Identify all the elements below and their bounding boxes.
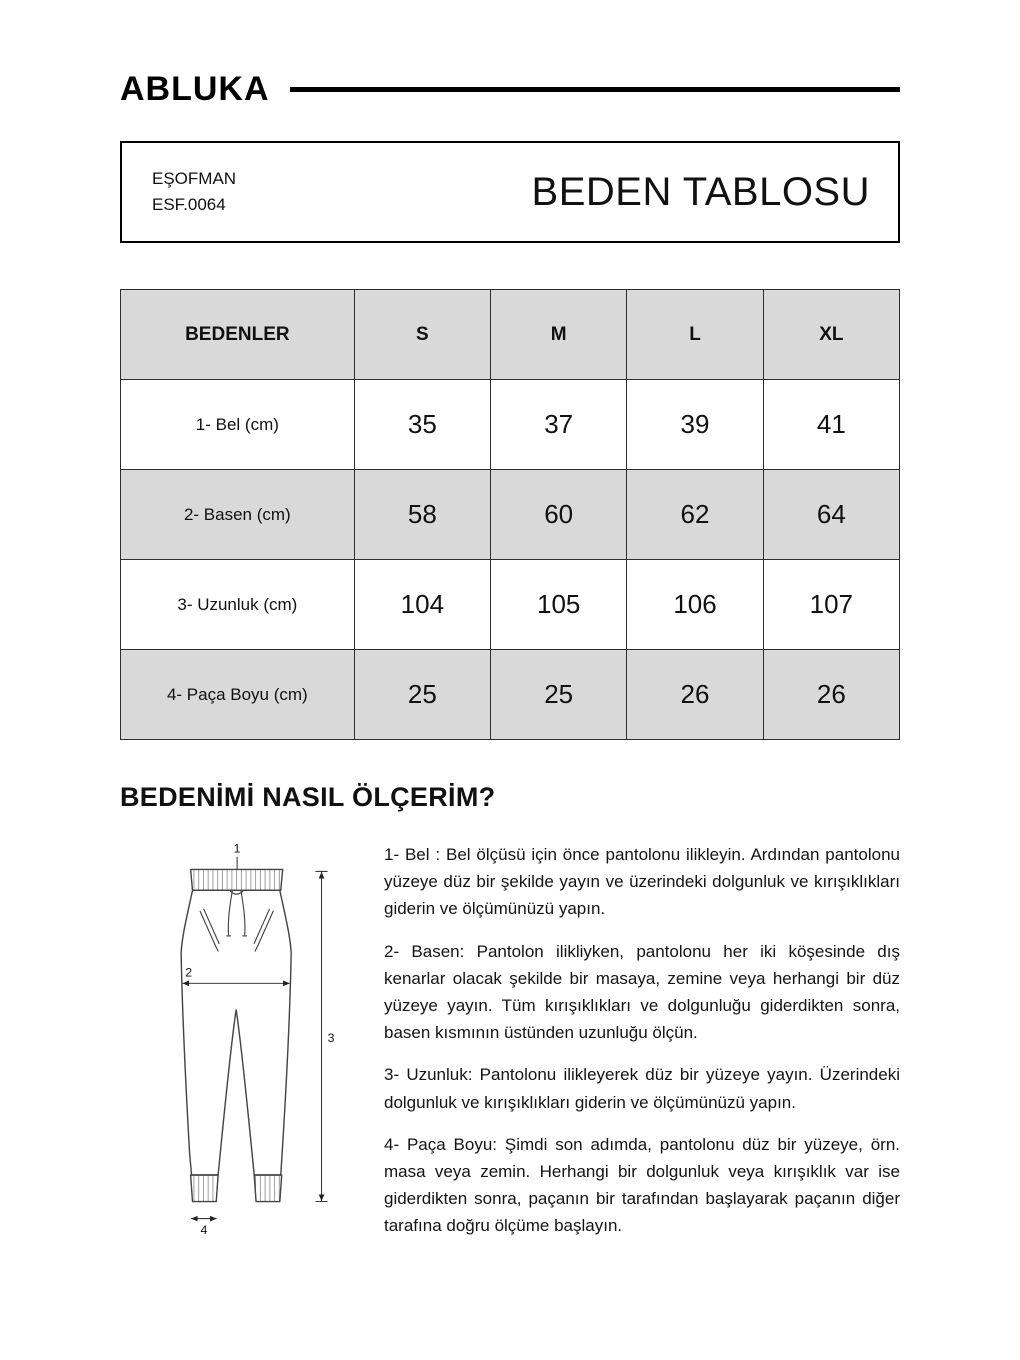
size-table: [120, 289, 900, 740]
figure-label-hip: 2: [185, 965, 193, 980]
product-info: [152, 166, 236, 219]
row-label-uzunluk: 3- Uzunluk (cm): [121, 560, 355, 650]
column-header-s: S: [354, 290, 490, 380]
table-row-bel: [121, 380, 900, 470]
cell-paca-m: 25: [491, 650, 627, 740]
pants-body: [181, 890, 291, 1175]
figure-label-hem: 4: [200, 1222, 208, 1237]
product-code: ESF.0064: [152, 195, 226, 214]
cell-basen-m: 60: [491, 470, 627, 560]
instruction-uzunluk: 3- Uzunluk: Pantolonu ilikleyerek düz bir yüzeye yayın. Üzerindeki dolgunluk ve kırışıklıkları giderin ve ölçümünüzü yapın.: [384, 1065, 900, 1112]
figure-label-length: 3: [327, 1031, 335, 1046]
waistband: [191, 869, 283, 890]
cuff-right: [254, 1175, 282, 1202]
table-row-paca: [121, 650, 900, 740]
cell-paca-s: 25: [354, 650, 490, 740]
cuff-left: [191, 1175, 219, 1202]
title-box: [120, 141, 900, 243]
cell-bel-m: 37: [491, 380, 627, 470]
cell-uzunluk-xl: 107: [763, 560, 899, 650]
figure-label-waist: 1: [233, 841, 241, 856]
cell-paca-xl: 26: [763, 650, 899, 740]
measure-section: [120, 841, 900, 1254]
column-header-m: M: [491, 290, 627, 380]
cell-bel-s: 35: [354, 380, 490, 470]
brand-logo: ABLUKA: [120, 70, 270, 108]
instruction-paca: 4- Paça Boyu: Şimdi son adımda, pantolonu düz bir yüzeye, örn. masa veya zemin. Herhangi bir dolgunluk veya kırışıklık var ise giderdikten sonra, paçanın bir tarafından başlayarak paçanın diğer tarafına doğru ölçüme başlayın.: [384, 1134, 900, 1236]
instruction-basen: 2- Basen: Pantolon ilikliyken, pantolonu her iki köşesinde dış kenarlar olacak şekilde bir masaya, zemine veya herhangi bir düz yüzeye yayın. Tüm kırışıklıkları ve dolgunluğu giderdikten sonra, basen kısmının üstünden uzunluğu ölçün.: [384, 941, 900, 1043]
measure-instructions: [384, 841, 900, 1254]
brand-header: [120, 70, 900, 109]
cell-bel-xl: 41: [763, 380, 899, 470]
cell-uzunluk-s: 104: [354, 560, 490, 650]
cell-basen-l: 62: [627, 470, 763, 560]
column-header-l: L: [627, 290, 763, 380]
table-row-uzunluk: [121, 560, 900, 650]
row-label-bel: 1- Bel (cm): [121, 380, 355, 470]
cell-uzunluk-l: 106: [627, 560, 763, 650]
pants-diagram-svg: [126, 841, 352, 1249]
cell-bel-l: 39: [627, 380, 763, 470]
row-label-basen: 2- Basen (cm): [121, 470, 355, 560]
column-header-bedenler: BEDENLER: [121, 290, 355, 380]
page-title: BEDEN TABLOSU: [531, 169, 870, 214]
cell-basen-xl: 64: [763, 470, 899, 560]
measure-section-title: BEDENİMİ NASIL ÖLÇERİM?: [120, 782, 496, 812]
product-name: EŞOFMAN: [152, 168, 237, 188]
table-row-basen: [121, 470, 900, 560]
row-label-paca: 4- Paça Boyu (cm): [121, 650, 355, 740]
size-table-header-row: [121, 290, 900, 380]
cell-paca-l: 26: [627, 650, 763, 740]
instruction-bel: 1- Bel : Bel ölçüsü için önce pantolonu ilikleyin. Ardından pantolonu yüzeye düz bir şekilde yayın ve üzerindeki dolgunluk ve kırışıklıkları giderin ve ölçümünüzü yapın.: [384, 845, 900, 919]
column-header-xl: XL: [763, 290, 899, 380]
pants-figure: [120, 841, 358, 1249]
cell-uzunluk-m: 105: [491, 560, 627, 650]
cell-basen-s: 58: [354, 470, 490, 560]
brand-rule: [290, 87, 900, 92]
